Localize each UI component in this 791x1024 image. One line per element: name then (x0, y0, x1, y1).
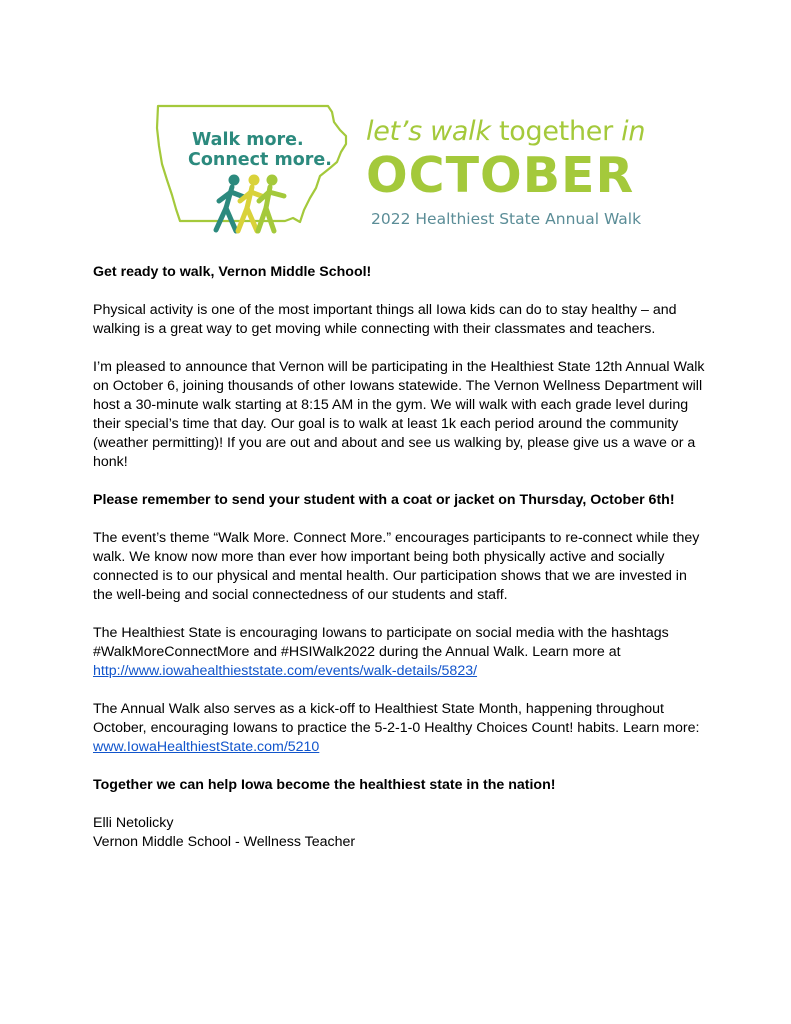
signer-title: Vernon Middle School - Wellness Teacher (93, 834, 356, 850)
logo-line-2: Connect more. (188, 150, 332, 170)
paragraph-3: The event’s theme “Walk More. Connect More.” encourages participants to re-connect while they walk. We know now more than ever how important being both physically active and socially connected is to our physical and mental health. Our participation shows that we are invested in the well-being and social connectedness of our students and staff. (93, 530, 700, 603)
month-heading: OCTOBER (366, 147, 635, 204)
reminder: Please remember to send your student with a coat or jacket on Thursday, October 6th! (93, 492, 675, 508)
banner-subtitle: 2022 Healthiest State Annual Walk (371, 210, 642, 228)
paragraph-5-text: The Annual Walk also serves as a kick-off to Healthiest State Month, happening throughout October, encouraging Iowans to practice the 5-2-1-0 Healthy Choices Count! habits. Learn more: (93, 701, 700, 736)
letter-body (93, 263, 705, 852)
tagline-italic: let’s walk (366, 116, 491, 147)
tagline-end: in (621, 116, 646, 147)
signer-name: Elli Netolicky (93, 815, 174, 831)
healthy-choices-link[interactable]: www.IowaHealthiestState.com/5210 (93, 739, 320, 755)
paragraph-4 (93, 624, 705, 681)
tagline (366, 116, 645, 147)
walker-icon (258, 175, 284, 232)
paragraph-5 (93, 700, 705, 757)
paragraph-1: Physical activity is one of the most important things all Iowa kids can do to stay healthy – and walking is a great way to get moving while connecting with their classmates and teachers. (93, 302, 677, 337)
walk-details-link[interactable]: http://www.iowahealthieststate.com/events/walk-details/5823/ (93, 663, 478, 679)
paragraph-4-text: The Healthiest State is encouraging Iowans to participate on social media with the hashtags #WalkMoreConnectMore and #HSIWalk2022 during the Annual Walk. Learn more at (93, 625, 669, 660)
closing: Together we can help Iowa become the healthiest state in the nation! (93, 777, 556, 793)
tagline-plain: together (499, 116, 613, 147)
logo-line-1: Walk more. (192, 130, 304, 150)
paragraph-2: I’m pleased to announce that Vernon will be participating in the Healthiest State 12th Annual Walk on October 6, joining thousands of other Iowans statewide. The Vernon Wellness Department will host a 30-minute walk starting at 8:15 AM in the gym. We will walk with each grade level during their special’s time that day. Our goal is to walk at least 1k each period around the community (weather permitting)! If you are out and about and see us walking by, please give us a wave or a honk! (93, 359, 705, 470)
walk-banner (150, 100, 650, 245)
greeting: Get ready to walk, Vernon Middle School! (93, 264, 372, 280)
